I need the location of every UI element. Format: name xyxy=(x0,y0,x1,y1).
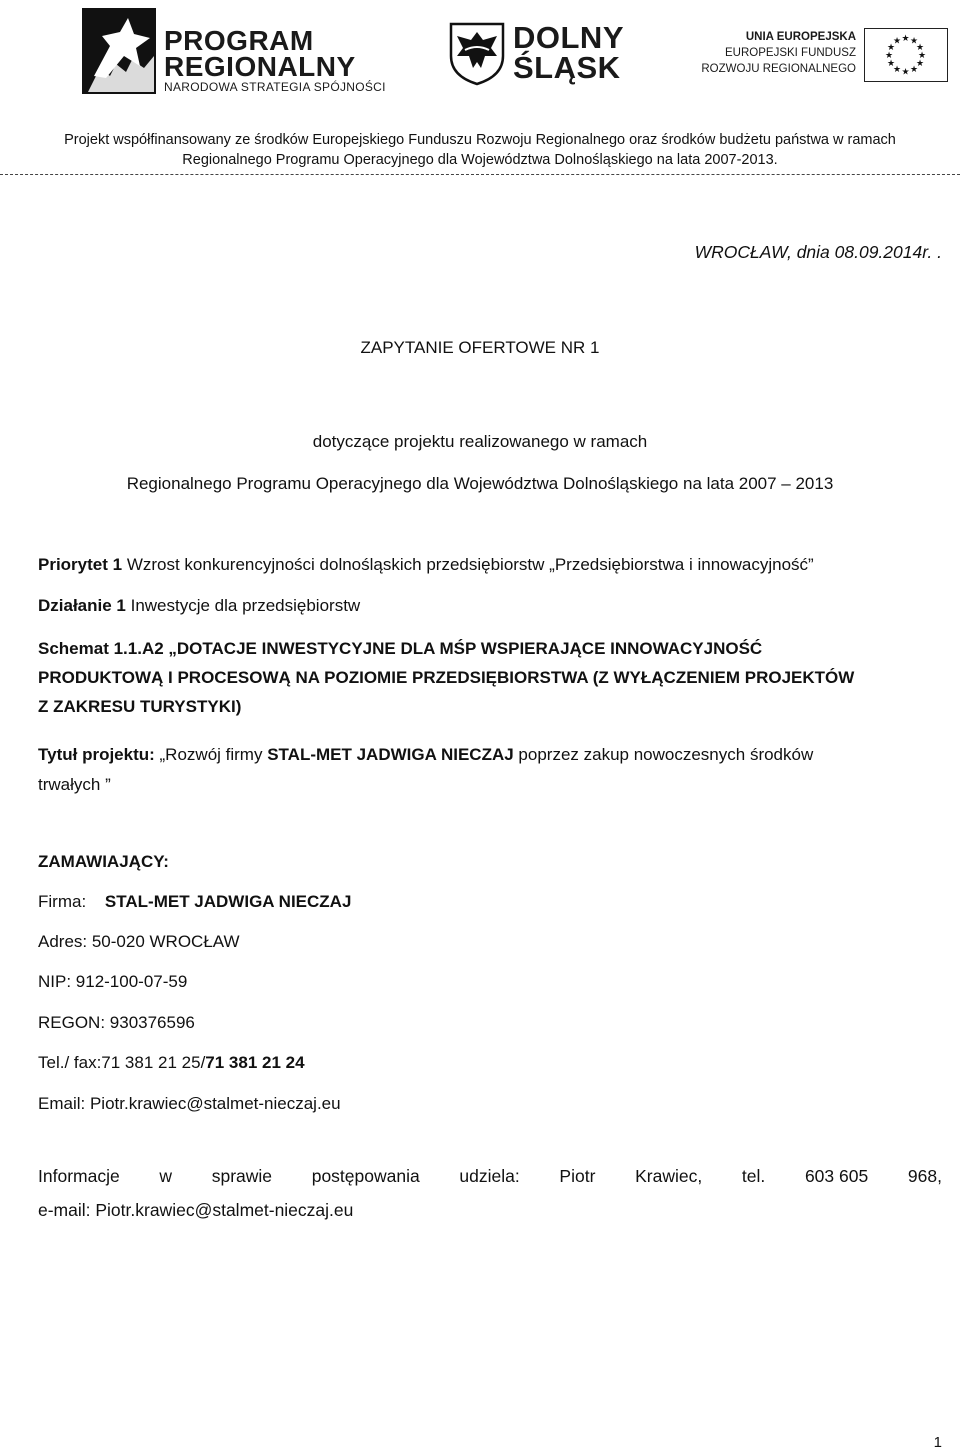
eu-logo-line2: EUROPEJSKI FUNDUSZ xyxy=(725,47,856,59)
buyer-firm-name: STAL-MET JADWIGA NIECZAJ xyxy=(104,892,352,911)
program-logo-line2: REGIONALNY xyxy=(164,51,356,82)
eu-logo-line3: ROZWOJU REGIONALNEGO xyxy=(701,63,856,75)
eu-flag-icon xyxy=(864,28,948,82)
program-regionalny-logo xyxy=(80,6,386,96)
info-word: udziela: xyxy=(459,1166,520,1186)
info-word: Piotr xyxy=(559,1166,596,1186)
priority-text: Wzrost konkurencyjności dolnośląskich przedsiębiorstw „Przedsiębiorstwa i innowacyjność” xyxy=(122,555,814,574)
project-title-label: Tytuł projektu: xyxy=(38,745,155,764)
buyer-heading: ZAMAWIAJĄCY: xyxy=(38,852,169,871)
page-number: 1 xyxy=(933,1434,942,1451)
scheme-line1: Schemat 1.1.A2 „DOTACJE INWESTYCYJNE DLA MŚP WSPIERAJĄCE INNOWACYJNOŚĆ xyxy=(38,639,763,658)
action-label: Działanie 1 xyxy=(38,596,126,615)
project-title-part2: poprzez zakup nowoczesnych środków xyxy=(513,745,814,764)
project-title-part1: „Rozwój firmy xyxy=(154,745,268,764)
info-word: w xyxy=(159,1166,173,1186)
scheme-line2: PRODUKTOWĄ I PROCESOWĄ NA POZIOMIE PRZEDSIĘBIORSTWA (Z WYŁĄCZENIEM PROJEKTÓW xyxy=(38,668,855,687)
info-word: Krawiec, xyxy=(635,1166,703,1186)
buyer-regon: REGON: 930376596 xyxy=(38,1013,195,1032)
action-line xyxy=(38,595,360,617)
svg-text:★: ★ xyxy=(917,51,927,61)
info-word: 968, xyxy=(907,1166,942,1186)
cofinancing-note-line1: Projekt współfinansowany ze środków Europejskiego Funduszu Rozwoju Regionalnego oraz środków budżetu państwa w ramach xyxy=(64,132,896,148)
region-logo-line1: DOLNY xyxy=(513,20,624,55)
project-title-line1 xyxy=(38,740,813,770)
info-line2: e-mail: Piotr.krawiec@stalmet-nieczaj.eu xyxy=(38,1200,354,1220)
buyer-email: Email: Piotr.krawiec@stalmet-nieczaj.eu xyxy=(38,1094,341,1113)
info-line1 xyxy=(38,1166,942,1187)
priority-label: Priorytet 1 xyxy=(38,555,123,574)
info-word: 603 605 xyxy=(804,1166,869,1186)
svg-text:★: ★ xyxy=(901,34,910,44)
document-title: ZAPYTANIE OFERTOWE NR 1 xyxy=(360,338,600,357)
svg-text:★: ★ xyxy=(884,51,894,61)
dolny-slask-logo xyxy=(447,20,637,86)
program-logo-line1: PROGRAM xyxy=(164,25,314,56)
eu-logo xyxy=(701,28,954,84)
buyer-phone-bold: 71 381 21 24 xyxy=(205,1053,305,1072)
project-title-line2: trwałych ” xyxy=(38,775,111,794)
subtitle-line1: dotyczące projektu realizowanego w ramach xyxy=(312,432,648,451)
program-regionalny-emblem-icon xyxy=(80,6,160,96)
subtitle-line2: Regionalnego Programu Operacyjnego dla Województwa Dolnośląskiego na lata 2007 – 2013 xyxy=(126,474,834,493)
svg-text:★: ★ xyxy=(892,65,902,75)
eagle-crest-icon xyxy=(447,20,507,86)
region-logo-line2: ŚLĄSK xyxy=(513,50,621,85)
buyer-nip: NIP: 912-100-07-59 xyxy=(38,972,188,991)
svg-text:★: ★ xyxy=(892,36,902,47)
cofinancing-note-line2: Regionalnego Programu Operacyjnego dla Województwa Dolnośląskiego na lata 2007-2013. xyxy=(182,152,778,168)
scheme-line3: Z ZAKRESU TURYSTYKI) xyxy=(38,697,242,716)
svg-text:★: ★ xyxy=(886,43,896,53)
buyer-firm-line xyxy=(38,891,351,913)
info-word: postępowania xyxy=(311,1166,420,1186)
buyer-phone-line xyxy=(38,1052,305,1074)
scheme-block xyxy=(38,634,948,721)
info-word: tel. xyxy=(741,1166,766,1186)
project-title-company: STAL-MET JADWIGA NIECZAJ xyxy=(267,745,514,764)
svg-text:★: ★ xyxy=(901,67,910,78)
program-logo-subtitle: NARODOWA STRATEGIA SPÓJNOŚCI xyxy=(164,80,386,94)
buyer-address: Adres: 50-020 WROCŁAW xyxy=(38,932,240,951)
priority-line xyxy=(38,554,814,576)
info-word: sprawie xyxy=(211,1166,273,1186)
svg-text:★: ★ xyxy=(909,36,919,47)
action-text: Inwestycje dla przedsiębiorstw xyxy=(125,596,361,615)
svg-text:★: ★ xyxy=(915,59,925,69)
eu-logo-line1: UNIA EUROPEJSKA xyxy=(745,31,856,43)
document-date: WROCŁAW, dnia 08.09.2014r. . xyxy=(694,242,942,262)
buyer-firm-label: Firma: xyxy=(38,892,87,911)
svg-text:★: ★ xyxy=(915,43,925,53)
header-divider xyxy=(0,174,960,175)
svg-text:★: ★ xyxy=(909,65,919,75)
buyer-phone-label: Tel./ fax:71 381 21 25/ xyxy=(38,1053,206,1072)
svg-text:★: ★ xyxy=(886,59,896,69)
project-title-block xyxy=(38,740,813,800)
info-word: Informacje xyxy=(38,1166,120,1186)
